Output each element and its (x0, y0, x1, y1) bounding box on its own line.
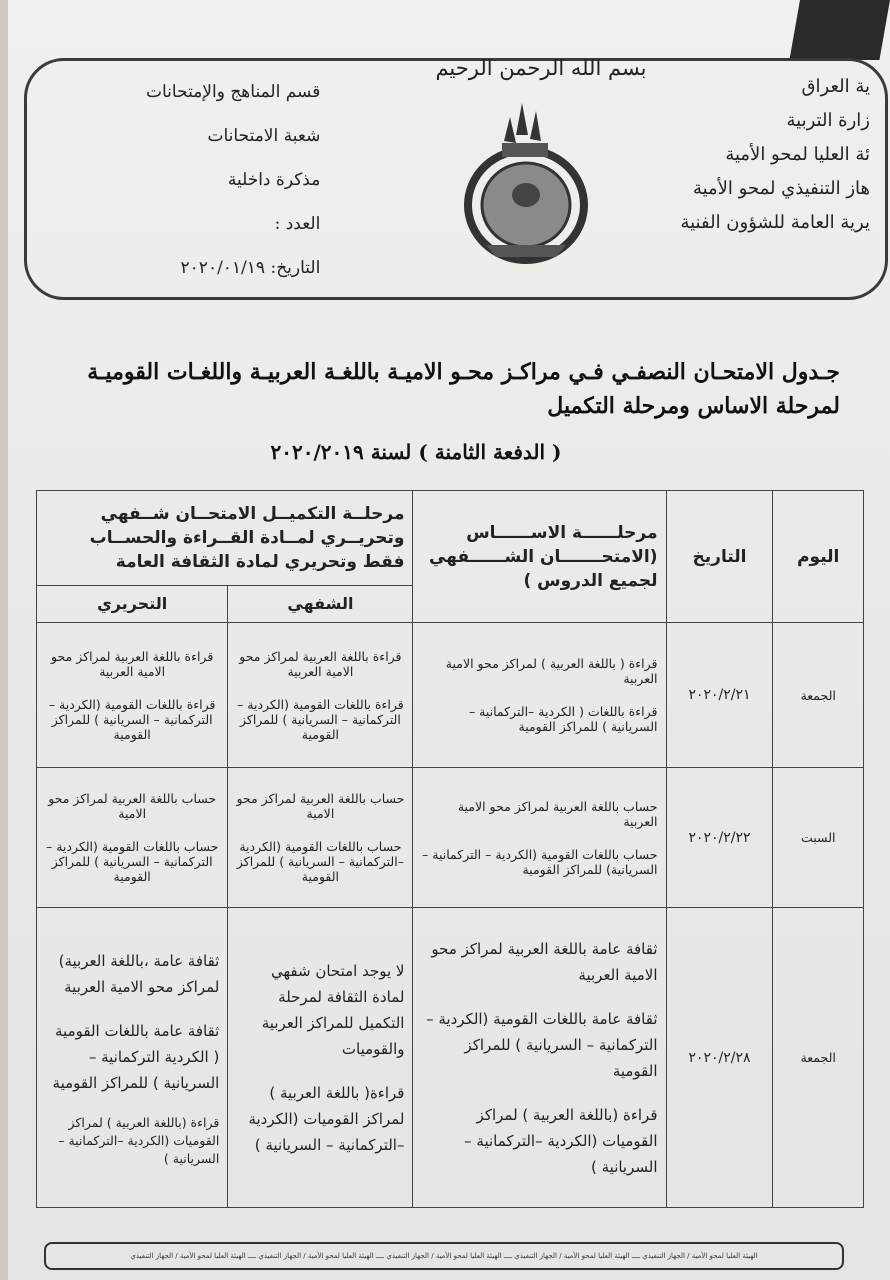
cell-line: قراءة باللغات القومية (الكردية – التركمانية – السريانية ) للمراكز القومية (48, 696, 216, 742)
issuer-line: ية العراق (801, 76, 870, 97)
day-cell: الجمعة (773, 908, 864, 1208)
oral-cell (228, 908, 413, 1208)
exam-schedule-table (36, 490, 864, 1208)
cell-line: قراءة (باللغة العربية ) لمراكز القوميات (الكردية –التركمانية –السريانية ) (58, 1114, 220, 1166)
document-date: التاريخ: ٢٠٢٠/٠١/١٩ (180, 258, 321, 278)
basic-cell (413, 908, 666, 1208)
table-row (37, 623, 864, 768)
cell-line: حساب باللغة العربية لمراكز محو الامية العربية (457, 798, 658, 829)
issuer-line: ئة العليا لمحو الأمية (725, 144, 870, 165)
issuer-line: يرية العامة للشؤون الفنية (680, 212, 870, 233)
date-cell: ٢٠٢٠/٢/٢٨ (666, 908, 773, 1208)
title-line: جـدول الامتحـان النصفـي فـي مراكـز محـو الاميـة باللغـة العربيـة واللغـات القوميـة (87, 359, 840, 385)
written-cell (37, 768, 228, 908)
background-corner (789, 0, 890, 60)
department-line: شعبة الامتحانات (207, 126, 321, 146)
table-header-row (37, 491, 864, 586)
cell-line: حساب باللغات القومية (الكردية –التركمانية – السريانية ) للمراكز القومية (236, 839, 404, 884)
issuer-line: هاز التنفيذي لمحو الأمية (692, 178, 870, 199)
written-cell (37, 623, 228, 768)
issuer-line: زارة التربية (786, 110, 870, 131)
cell-line: قراءة باللغات القومية (الكردية –التركمانية – السريانية ) للمراكز القومية (237, 696, 404, 742)
issuer-block (680, 70, 870, 240)
document-title (60, 355, 840, 423)
batch-subtitle: ( الدفعة الثامنة ) لسنة ٢٠٢٠/٢٠١٩ (270, 440, 562, 464)
cell-line: حساب باللغات القومية (الكردية – التركمانية – السريانية) للمراكز القومية (422, 846, 658, 877)
basic-cell (413, 623, 666, 768)
oral-cell (228, 623, 413, 768)
cell-line: قراءة( باللغة العربية ) لمراكز القوميات (الكردية –التركمانية – السريانية ) (248, 1083, 405, 1154)
cell-line: قراءة (باللغة العربية ) لمراكز القوميات (الكردية –التركمانية – السريانية ) (464, 1105, 658, 1176)
basic-cell (413, 768, 666, 908)
document-number: العدد : (274, 214, 321, 234)
cell-line: قراءة باللغات ( الكردية –التركمانية – السريانية ) للمراكز القومية (468, 704, 658, 734)
title-line: لمرحلة الاساس ومرحلة التكميل (547, 393, 840, 419)
page-edge (0, 0, 8, 1280)
cell-line: قراءة باللغة العربية لمراكز محو الامية العربية (51, 648, 214, 679)
header-written: التحريري (37, 586, 228, 623)
header-complete-stage: مرحلــة التكميــل الامتحــان شــفهي وتحريــري لمــادة القــراءة والحســاب فقط وتحريري لمادة الثقافة العامة (37, 491, 413, 586)
cell-line: حساب باللغة العربية لمراكز محو الامية (236, 791, 405, 821)
header-oral: الشفهي (228, 586, 413, 623)
date-cell: ٢٠٢٠/٢/٢١ (666, 623, 773, 768)
header-day: اليوم (773, 491, 864, 623)
document-page (6, 0, 890, 1280)
cell-line: حساب باللغات القومية (الكردية –التركمانية – السريانية ) للمراكز القومية (45, 839, 219, 884)
table-row (37, 908, 864, 1208)
cell-line: ثقافة عامة باللغة العربية لمراكز محو الامية العربية (431, 939, 658, 984)
cell-line: قراءة ( باللغة العربية ) لمراكز محو الامية العربية (445, 656, 658, 686)
cell-line: لا يوجد امتحان شفهي لمادة الثقافة لمرحلة التكميل للمراكز العربية والقوميات (261, 961, 405, 1058)
header-date: التاريخ (666, 491, 773, 623)
cell-line: ثقافة عامة باللغات القومية ( الكردية التركمانية – السريانية ) للمراكز القومية (52, 1021, 220, 1092)
header-basic-stage: مرحلــــــة الاســــــاس (الامتحـــــــان الشــــــفهي لجميع الدروس ) (413, 491, 666, 623)
department-block (146, 70, 320, 290)
ministry-emblem-icon (446, 95, 606, 265)
written-cell (37, 908, 228, 1208)
day-cell: السبت (773, 768, 864, 908)
table-row (37, 768, 864, 908)
cell-line: ثقافة عامة باللغات القومية (الكردية –التركمانية – السريانية ) للمراكز القومية (426, 1009, 658, 1080)
department-line: مذكرة داخلية (227, 170, 321, 190)
cell-line: حساب باللغة العربية لمراكز محو الامية (48, 791, 217, 821)
date-cell: ٢٠٢٠/٢/٢٢ (666, 768, 773, 908)
oral-cell (228, 768, 413, 908)
cell-line: ثقافة عامة ،باللغة العربية) لمراكز محو الامية العربية (58, 951, 220, 996)
cell-line: قراءة باللغة العربية لمراكز محو الامية العربية (239, 648, 402, 679)
basmala: بسم الله الرحمن الرحيم (435, 56, 647, 80)
department-line: قسم المناهج والإمتحانات (146, 82, 321, 102)
day-cell: الجمعة (773, 623, 864, 768)
footer-band: الهيئة العليا لمحو الأمية / الجهاز التنفيذي ــــ الهيئة العليا لمحو الأمية / الجهاز التنفيذي ــــ الهيئة العليا لمحو الأمية / الجهاز التنفيذي ــــ الهيئة العليا لمحو الأمية / الجهاز التنفيذي ــــ الهيئة العليا لمحو الأمية / الجهاز التنفيذي (44, 1242, 844, 1270)
